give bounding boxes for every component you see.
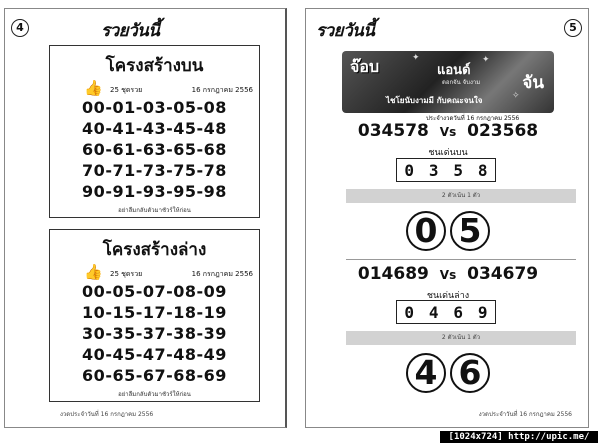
banner-subtitle: แอนด์ [437,63,471,78]
set-label: 25 ชุดรวย [110,86,143,94]
number-row: 10-15-17-18-19 [82,303,227,322]
brand-logo: รวยวันนี้ [101,21,160,41]
header-banner [342,51,554,113]
banner-small-text: ดอกจัน จับงาม [442,79,481,86]
thumbs-up-icon: 👍 [84,79,103,97]
lower-left-set: 014689 [357,264,429,284]
sparkle-icon: ✧ [512,91,520,101]
digit: 0 [404,160,415,180]
upper-strip: 2 ตัวเน้น 1 ตัว [346,189,576,203]
date-label: 16 กรกฎาคม 2556 [191,86,253,94]
number-row: 00-05-07-08-09 [82,282,227,301]
upper-label: ชนเด่นบน [428,148,468,158]
lower-strip: 2 ตัวเน้น 1 ตัว [346,331,576,345]
digit: 9 [477,302,488,322]
digit: 8 [477,160,488,180]
lower-label: ชนเด่นล่าง [426,291,470,301]
number-row: 40-45-47-48-49 [82,345,227,364]
right-page [305,8,589,428]
lower-right-set: 034679 [467,264,539,284]
number-row: 90-91-93-95-98 [82,182,227,201]
box-footnote: อย่าลืมกลับตัวมาชัวร์ให้ก่อน [118,391,191,398]
banner-title: จ๊อบ [350,57,380,76]
lower-digit-box [396,300,496,324]
left-page [4,8,287,428]
box-footnote: อย่าลืมกลับตัวมาชัวร์ให้ก่อน [118,207,191,214]
upper-highlight-digit: 0 [406,211,446,251]
lower-highlight-digit: 6 [450,353,490,393]
upper-digit-box [396,158,496,182]
upper-left-set: 034578 [357,121,429,141]
upper-vs-line [306,121,590,141]
digit: 4 [428,302,439,322]
watermark-bar: [1024x724] http://upic.me/ [440,431,598,443]
digit: 5 [453,160,464,180]
thumbs-up-icon: 👍 [84,263,103,281]
page-number: 5 [564,19,582,37]
sparkle-icon: ✦ [482,55,490,65]
brand-logo: รวยวันนี้ [316,21,375,41]
number-row: 60-61-63-65-68 [82,140,227,159]
digit: 0 [404,302,415,322]
banner-title-2: จัน [522,73,544,93]
sparkle-icon: ✦ [412,53,420,63]
issue-date: ประจำงวดวันที่ 16 กรกฎาคม 2556 [426,115,520,122]
page-footer: งวดประจำวันที่ 16 กรกฎาคม 2556 [60,411,154,418]
page-footer: งวดประจำวันที่ 16 กรกฎาคม 2556 [478,411,572,418]
digit: 6 [453,302,464,322]
lower-structure-title: โครงสร้างล่าง [102,240,207,260]
upper-structure-box [49,45,260,218]
section-divider [346,259,576,260]
number-row: 40-41-43-45-48 [82,119,227,138]
date-label: 16 กรกฎาคม 2556 [191,270,253,278]
upper-structure-title: โครงสร้างบน [105,56,204,76]
page-number: 4 [11,19,29,37]
upper-highlight-digit: 5 [450,211,490,251]
number-row: 00-01-03-05-08 [82,98,227,117]
lower-structure-box [49,229,260,402]
digit: 3 [428,160,439,180]
number-row: 70-71-73-75-78 [82,161,227,180]
vs-label: Vs [439,125,457,139]
vs-label: Vs [439,268,457,282]
lower-highlight-digit: 4 [406,353,446,393]
number-row: 30-35-37-38-39 [82,324,227,343]
banner-tagline: ไชโยนับงามมี กับคณะจนใจ [386,96,483,105]
number-row: 60-65-67-68-69 [82,366,227,385]
lower-vs-line [306,264,590,284]
upper-right-set: 023568 [467,121,539,141]
set-label: 25 ชุดรวย [110,270,143,278]
